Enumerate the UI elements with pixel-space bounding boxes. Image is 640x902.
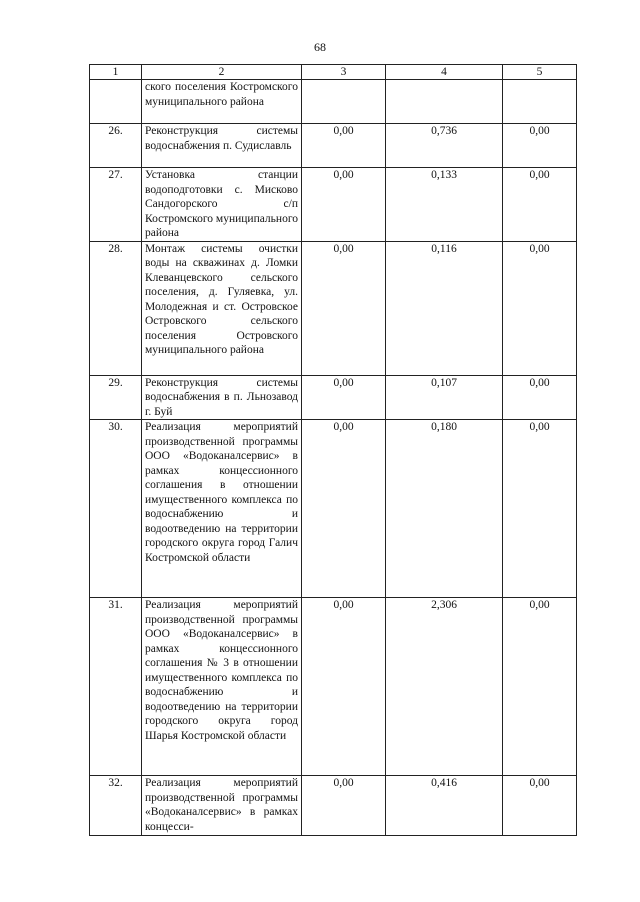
row-value-col5: 0,00 [503, 375, 577, 420]
row-value-col3 [302, 80, 386, 124]
row-value-col4: 0,116 [386, 241, 503, 375]
row-value-col5: 0,00 [503, 598, 577, 776]
table-row [90, 598, 577, 776]
table-row [90, 420, 577, 598]
row-number: 28. [90, 241, 142, 375]
row-value-col3: 0,00 [302, 776, 386, 836]
row-value-col5: 0,00 [503, 124, 577, 168]
row-description: Реализация мероприятий производственной программы «Водоканалсервис» в рамках концесси- [142, 776, 302, 836]
row-description: Реализация мероприятий производственной программы ООО «Водоканалсервис» в рамках концессионного соглашения в отношении имущественного комплекса по водоснабжению и водоотведению на территории городского округа город Галич Костромской области [142, 420, 302, 598]
row-value-col3: 0,00 [302, 124, 386, 168]
row-value-col4: 0,133 [386, 168, 503, 242]
row-number: 26. [90, 124, 142, 168]
row-value-col5: 0,00 [503, 420, 577, 598]
column-header: 5 [503, 65, 577, 80]
row-value-col4: 0,180 [386, 420, 503, 598]
row-description: Реконструкция системы водоснабжения п. Судиславль [142, 124, 302, 168]
table-row [90, 168, 577, 242]
row-description: Установка станции водоподготовки с. Мисково Сандогорского с/п Костромского муниципального района [142, 168, 302, 242]
row-value-col4: 2,306 [386, 598, 503, 776]
row-number: 27. [90, 168, 142, 242]
table-row [90, 80, 577, 124]
table-row [90, 124, 577, 168]
row-number: 31. [90, 598, 142, 776]
row-value-col3: 0,00 [302, 168, 386, 242]
row-description: Реализация мероприятий производственной программы ООО «Водоканалсервис» в рамках концессионного соглашения № 3 в отношении имущественного комплекса по водоснабжению и водоотведению на территории городского округа город Шарья Костромской области [142, 598, 302, 776]
row-number [90, 80, 142, 124]
row-value-col5 [503, 80, 577, 124]
row-number: 30. [90, 420, 142, 598]
table-row [90, 241, 577, 375]
row-value-col3: 0,00 [302, 241, 386, 375]
row-description: Реконструкция системы водоснабжения в п. Льнозавод г. Буй [142, 375, 302, 420]
table-row [90, 776, 577, 836]
row-value-col3: 0,00 [302, 375, 386, 420]
row-description: ского поселения Костромского муниципального района [142, 80, 302, 124]
row-value-col5: 0,00 [503, 241, 577, 375]
column-header: 2 [142, 65, 302, 80]
row-value-col4 [386, 80, 503, 124]
row-number: 32. [90, 776, 142, 836]
table-row [90, 375, 577, 420]
row-description: Монтаж системы очистки воды на скважинах д. Ломки Клеванцевского сельского поселения, д. Гуляевка, ул. Молодежная и ст. Островское Островского сельского поселения Островского муниципального района [142, 241, 302, 375]
row-value-col4: 0,736 [386, 124, 503, 168]
table-header-row [90, 65, 577, 80]
row-number: 29. [90, 375, 142, 420]
column-header: 4 [386, 65, 503, 80]
row-value-col5: 0,00 [503, 168, 577, 242]
page-number: 68 [314, 40, 326, 54]
column-header: 3 [302, 65, 386, 80]
row-value-col4: 0,107 [386, 375, 503, 420]
row-value-col3: 0,00 [302, 598, 386, 776]
data-table [89, 64, 577, 836]
row-value-col4: 0,416 [386, 776, 503, 836]
column-header: 1 [90, 65, 142, 80]
row-value-col3: 0,00 [302, 420, 386, 598]
row-value-col5: 0,00 [503, 776, 577, 836]
